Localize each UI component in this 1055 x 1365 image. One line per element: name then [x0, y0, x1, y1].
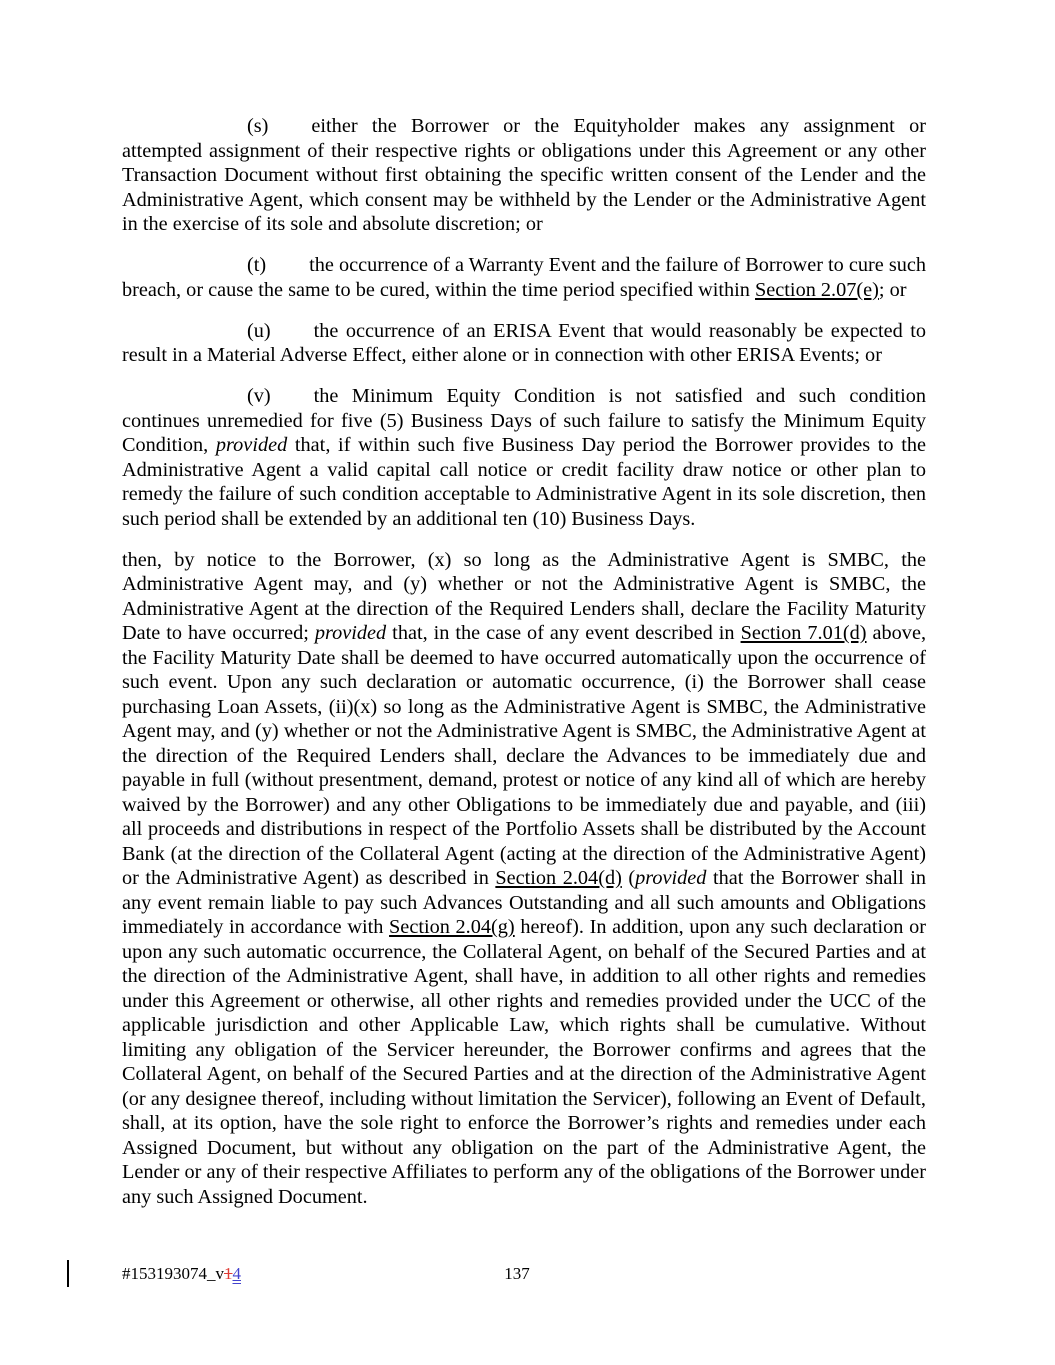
- document-reference-prefix: #153193074_v: [122, 1264, 224, 1283]
- paragraph-label: (u): [247, 319, 271, 342]
- inserted-version-char: 4: [232, 1264, 241, 1283]
- paragraph-closing: [122, 548, 926, 1210]
- paragraph-label: (t): [247, 254, 267, 276]
- paragraph-label: (s): [247, 115, 269, 137]
- text-run: Section 2.07(e): [755, 278, 879, 301]
- paragraph-clause-u: [122, 319, 926, 368]
- text-run: hereof). In addition, upon any such declaration or upon any such automatic occurrence, the Collateral Agent, on behalf of the Secured Parties and at the direction of the Administrative Agent, shall have, in addition to all other rights and remedies under this Agreement or otherwise, all other rights and remedies provided under the UCC of the applicable jurisdiction and other Applicable Law, which rights shall be cumulative. Without limiting any obligation of the Servicer hereunder, the Borrower confirms and agrees that the Collateral Agent, on behalf of the Secured Parties and at the direction of the Administrative Agent (or any designee thereof, including without limitation the Servicer), following an Event of Default, shall, at its option, have the sole right to enforce the Borrower’s rights and remedies under each Assigned Document, but without any obligation on the part of the Administrative Agent, the Lender or any of their respective Affiliates to perform any of the obligations of the Borrower under any such Assigned Document.: [122, 916, 926, 1208]
- text-run: that, in the case of any event described in: [386, 622, 741, 644]
- text-run: the occurrence of an ERISA Event that would reasonably be expected to result in a Material Adverse Effect, either alone or in connection with other ERISA Events; or: [122, 319, 926, 366]
- document-text: [122, 114, 926, 1226]
- text-run: above, the Facility Maturity Date shall be deemed to have occurred automatically upon the occurrence of such event. Upon any such declaration or automatic occurrence, (i) the Borrower shall cease purchasing Loan Assets, (ii)(x) so long as the Administrative Agent is SMBC, the Administrative Agent may, and (y) whether or not the Administrative Agent is SMBC, the Administrative Agent at the direction of the Required Lenders shall, declare the Advances to be immediately due and payable in full (without presentment, demand, protest or notice of any kind all of which are hereby waived by the Borrower) and any other Obligations to be immediately due and payable, and (iii) all proceeds and distributions in respect of the Portfolio Assets shall be distributed by the Account Bank (at the direction of the Collateral Agent (acting at the direction of the Administrative Agent) or the Administrative Agent) as described in: [122, 622, 927, 889]
- tracked-change-bar: [67, 1260, 69, 1287]
- text-run: Section 2.04(d): [495, 867, 622, 889]
- paragraph-clause-v: [122, 384, 926, 531]
- text-run: the Minimum Equity Condition is not satisfied and such condition continues unremedied for five (5) Business Days of such failure to satisfy the Minimum Equity Condition,: [122, 385, 926, 456]
- text-run: (: [621, 867, 636, 889]
- text-run: that, if within such five Business Day period the Borrower provides to the Administrative Agent a valid capital call notice or credit facility draw notice or other plan to remedy the failure of such condition acceptable to Administrative Agent in its sole discretion, then such period shall be extended by an additional ten (10) Business Days.: [122, 434, 926, 530]
- text-run: provided: [635, 867, 707, 889]
- text-run: either the Borrower or the Equityholder makes any assignment or attempted assignment of their respective rights or obligations under this Agreement or any other Transaction Document without first obtaining the specific written consent of the Lender and the Administrative Agent, which consent may be withheld by the Lender or the Administrative Agent in the exercise of its sole and absolute discretion; or: [122, 115, 926, 235]
- paragraph-clause-t: [122, 253, 926, 302]
- paragraph-label: (v): [247, 385, 271, 407]
- page-number: 137: [504, 1264, 530, 1283]
- deleted-version-char: 1: [224, 1264, 233, 1283]
- text-run: that the Borrower shall in any event remain liable to pay such Advances Outstanding and all such amounts and Obligations immediately in accordance with: [122, 867, 926, 938]
- paragraph-clause-s: [122, 114, 926, 237]
- text-run: then, by notice to the Borrower, (x) so long as the Administrative Agent is SMBC, the Administrative Agent may, and (y) whether or not the Administrative Agent is SMBC, the Administrative Agent at the direction of the Required Lenders shall, declare the Facility Maturity Date to have occurred;: [122, 548, 926, 644]
- text-run: provided: [314, 622, 387, 644]
- text-run: Section 2.04(g): [389, 916, 515, 938]
- text-run: the occurrence of a Warranty Event and the failure of Borrower to cure such breach, or cause the same to be cured, within the time period specified within: [122, 254, 927, 301]
- page-footer: [0, 1258, 1055, 1298]
- text-run: ; or: [878, 278, 907, 301]
- text-run: provided: [215, 434, 288, 456]
- text-run: Section 7.01(d): [740, 622, 867, 644]
